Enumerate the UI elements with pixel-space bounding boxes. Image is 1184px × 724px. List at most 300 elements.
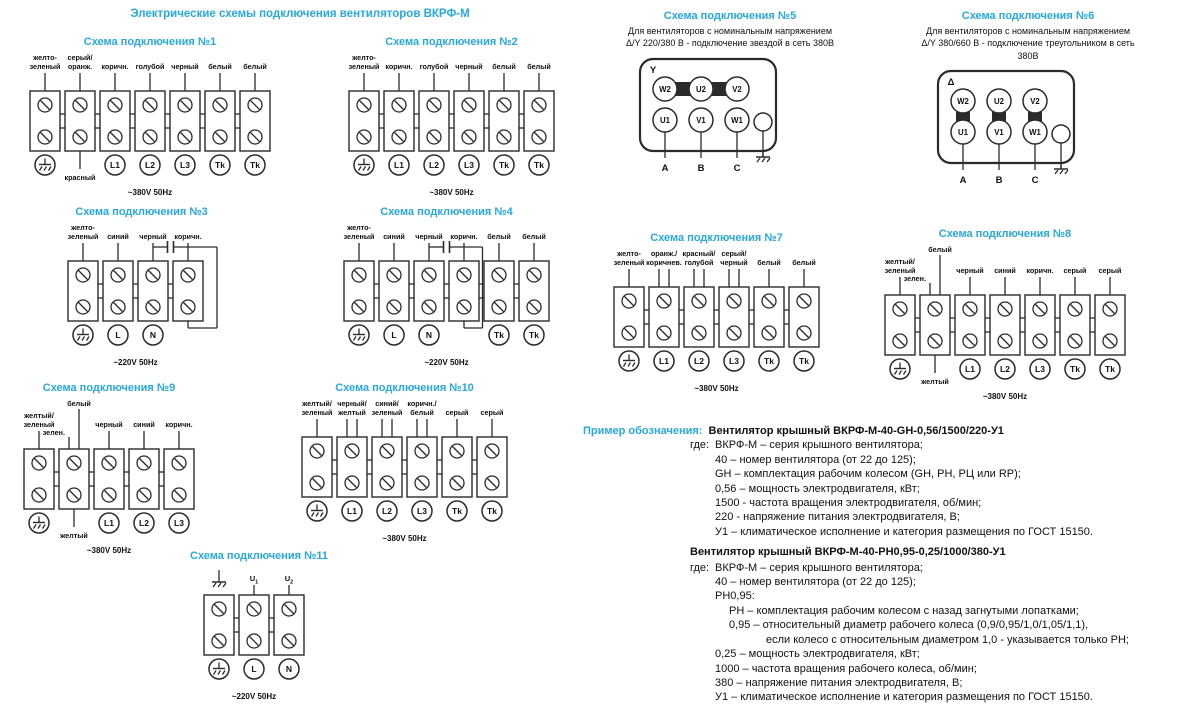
- terminal-block: [379, 232, 409, 345]
- svg-text:L2: L2: [694, 356, 704, 366]
- svg-text:Tk: Tk: [452, 506, 462, 516]
- svg-text:желто-: желто-: [347, 223, 371, 232]
- scheme-2-title: Схема подключения №2: [385, 36, 518, 48]
- screw-icon: [282, 602, 296, 616]
- screw-icon: [357, 130, 371, 144]
- screw-icon: [422, 268, 436, 282]
- scheme-4-title: Схема подключения №4: [380, 206, 513, 218]
- svg-text:~220V 50Hz: ~220V 50Hz: [424, 358, 469, 367]
- scheme-2-diagram: [335, 51, 568, 199]
- screw-icon: [172, 488, 186, 502]
- svg-text:C: C: [733, 162, 741, 174]
- scheme-9-diagram: [10, 397, 208, 557]
- screw-icon: [387, 300, 401, 314]
- scheme-11: [190, 550, 329, 703]
- page-title: Электрические схемы подключения вентиляторов ВКРФ-М: [130, 8, 470, 20]
- scheme-5: [595, 10, 865, 180]
- svg-text:белый: белый: [928, 245, 952, 254]
- svg-text:зеленый: зеленый: [301, 408, 333, 417]
- screw-icon: [762, 294, 776, 308]
- screw-icon: [1103, 334, 1117, 348]
- svg-text:L1: L1: [104, 518, 114, 528]
- svg-text:L1: L1: [965, 364, 975, 374]
- terminal-block: [205, 62, 235, 175]
- terminal-block: [65, 53, 96, 182]
- screw-icon: [248, 98, 262, 112]
- svg-text:N: N: [285, 664, 293, 674]
- svg-text:синий/: синий/: [375, 399, 399, 408]
- screw-icon: [427, 98, 441, 112]
- screw-icon: [392, 130, 406, 144]
- svg-text:серый/: серый/: [67, 53, 93, 62]
- screw-icon: [310, 476, 324, 490]
- svg-text:L1: L1: [110, 160, 120, 170]
- screw-icon: [727, 326, 741, 340]
- screw-icon: [137, 456, 151, 470]
- svg-text:коричн.: коричн.: [101, 62, 129, 71]
- svg-text:W1: W1: [1029, 128, 1041, 138]
- screw-icon: [345, 476, 359, 490]
- terminal-block: [164, 420, 194, 533]
- designation-line: РН – комплектация рабочим колесом с назад загнутыми лопатками;: [729, 604, 1079, 617]
- terminal-block: [419, 62, 449, 175]
- terminal-block: [349, 53, 380, 175]
- scheme-8-title: Схема подключения №8: [938, 228, 1072, 240]
- screw-icon: [1033, 302, 1047, 316]
- scheme-10-drawing: [288, 397, 521, 545]
- terminal-block: [94, 420, 124, 533]
- svg-text:Tk: Tk: [1105, 364, 1115, 374]
- svg-text:зеленый: зеленый: [613, 258, 645, 267]
- scheme-11-diagram: [190, 565, 318, 703]
- svg-text:коричн.: коричн.: [165, 420, 193, 429]
- screw-icon: [38, 130, 52, 144]
- terminal-block: [414, 232, 444, 345]
- earth-icon: [212, 570, 226, 587]
- svg-text:желто-: желто-: [33, 53, 57, 62]
- scheme-11-drawing: [190, 565, 318, 703]
- screw-icon: [143, 98, 157, 112]
- designation-line: У1 – климатическое исполнение и категория размещения по ГОСТ 15150.: [715, 525, 1093, 538]
- svg-text:L2: L2: [429, 160, 439, 170]
- svg-text:желтый: желтый: [921, 377, 949, 386]
- svg-text:желто-: желто-: [352, 53, 376, 62]
- terminal-block: [489, 62, 519, 175]
- svg-text:Tk: Tk: [250, 160, 260, 170]
- svg-text:желтый/: желтый/: [302, 399, 332, 408]
- terminal-block: [170, 62, 200, 175]
- earth-icon: [756, 151, 770, 162]
- terminal-block: [30, 53, 61, 175]
- designation-block-2: [583, 561, 1184, 705]
- screw-icon: [797, 326, 811, 340]
- svg-text:черный: черный: [455, 62, 483, 71]
- designation-label: Пример обозначения:: [583, 425, 703, 437]
- ground-terminal-icon: [349, 325, 369, 345]
- ground-terminal-icon: [890, 359, 910, 379]
- terminal-block: [990, 266, 1020, 379]
- screw-icon: [111, 300, 125, 314]
- designation-line: 380 – напряжение питания электродвигателя, В;: [715, 676, 963, 689]
- screw-icon: [485, 476, 499, 490]
- svg-text:L3: L3: [417, 506, 427, 516]
- scheme-11-title: Схема подключения №11: [190, 550, 329, 562]
- designation-head: [583, 424, 1184, 438]
- svg-text:зеленый: зеленый: [343, 232, 375, 241]
- terminal-block: [1025, 266, 1055, 379]
- svg-text:N: N: [149, 330, 157, 340]
- designation-line: 0,95 – относительный диаметр рабочего колеса (0,9/0,95/1,0/1,05/1,1),: [729, 619, 1089, 632]
- scheme-10-diagram: [288, 397, 521, 545]
- svg-text:L1: L1: [659, 356, 669, 366]
- svg-text:~380V 50Hz: ~380V 50Hz: [86, 546, 132, 555]
- terminal-block: [524, 62, 554, 175]
- terminal-block: [754, 258, 784, 371]
- screw-icon: [762, 326, 776, 340]
- svg-text:белый: белый: [243, 62, 267, 71]
- designation-line: У1 – климатическое исполнение и категория размещения по ГОСТ 15150.: [715, 691, 1093, 704]
- svg-text:Tk: Tk: [215, 160, 225, 170]
- screw-icon: [527, 300, 541, 314]
- screw-icon: [108, 98, 122, 112]
- scheme-2: [335, 36, 568, 199]
- scheme-2-drawing: [335, 51, 568, 199]
- svg-text:N: N: [425, 330, 433, 340]
- terminal-block: [646, 249, 682, 371]
- svg-text:Tk: Tk: [764, 356, 774, 366]
- svg-text:белый: белый: [522, 232, 546, 241]
- where-label: где:: [690, 561, 710, 574]
- terminal-block: [683, 249, 716, 371]
- svg-text:A: A: [661, 162, 669, 174]
- screw-icon: [111, 268, 125, 282]
- svg-text:~380V 50Hz: ~380V 50Hz: [127, 188, 173, 197]
- screw-icon: [146, 300, 160, 314]
- screw-icon: [928, 302, 942, 316]
- svg-text:L3: L3: [464, 160, 474, 170]
- svg-text:B: B: [995, 175, 1003, 187]
- terminal-block: [477, 408, 507, 521]
- designation-line: 0,56 – мощность электродвигателя, кВт;: [715, 482, 920, 495]
- screw-icon: [387, 268, 401, 282]
- terminal-block: [129, 420, 159, 533]
- screw-icon: [928, 334, 942, 348]
- scheme-6-title: Схема подключения №6: [961, 10, 1095, 22]
- svg-text:белый: белый: [410, 408, 434, 417]
- svg-text:серый/: серый/: [721, 249, 747, 258]
- svg-text:L1: L1: [394, 160, 404, 170]
- screw-icon: [532, 98, 546, 112]
- ground-terminal-icon: [619, 351, 639, 371]
- screw-icon: [213, 130, 227, 144]
- scheme-4-drawing: [330, 221, 563, 369]
- screw-icon: [181, 268, 195, 282]
- designation-line: если колесо с относительным диаметром 1,0 - указывается только РН;: [766, 633, 1129, 646]
- scheme-7: [600, 232, 833, 395]
- screw-icon: [1033, 334, 1047, 348]
- designation-line: 1000 – частота вращения рабочего колеса, об/мин;: [715, 662, 977, 675]
- svg-text:L3: L3: [174, 518, 184, 528]
- scheme-6-diagram: [893, 68, 1163, 192]
- screw-icon: [450, 444, 464, 458]
- terminal-block: [337, 399, 367, 521]
- svg-text:U1: $U_1$: [249, 574, 259, 586]
- svg-text:L: L: [251, 664, 257, 674]
- scheme-3-drawing: [54, 221, 229, 369]
- svg-text:Tk: Tk: [499, 160, 509, 170]
- screw-icon: [457, 268, 471, 282]
- scheme-5-title: Схема подключения №5: [663, 10, 797, 22]
- svg-text:C: C: [1031, 175, 1039, 187]
- svg-text:желтый/: желтый/: [885, 257, 915, 266]
- svg-text:U2: $U_2$: [284, 574, 294, 586]
- terminal-block: [442, 408, 472, 521]
- svg-text:синий: синий: [133, 420, 155, 429]
- svg-text:~380V 50Hz: ~380V 50Hz: [982, 392, 1028, 401]
- svg-text:L2: L2: [382, 506, 392, 516]
- screw-icon: [213, 98, 227, 112]
- ground-terminal-icon: [354, 155, 374, 175]
- screw-icon: [247, 634, 261, 648]
- terminal-block: [372, 399, 403, 521]
- terminal-block: [204, 570, 234, 679]
- svg-text:черный: черный: [415, 232, 443, 241]
- svg-text:зеленый: зеленый: [348, 62, 380, 71]
- screw-icon: [1068, 302, 1082, 316]
- screw-icon: [178, 130, 192, 144]
- screw-icon: [357, 98, 371, 112]
- svg-text:U1: U1: [660, 115, 670, 125]
- screw-icon: [1068, 334, 1082, 348]
- scheme-5-drawing: [595, 56, 865, 180]
- svg-text:черный: черный: [956, 266, 984, 275]
- svg-text:Tk: Tk: [529, 330, 539, 340]
- screw-icon: [457, 300, 471, 314]
- terminal-block: [240, 62, 270, 175]
- earth-icon: [1054, 163, 1068, 174]
- svg-text:~220V 50Hz: ~220V 50Hz: [231, 692, 277, 701]
- screw-icon: [893, 334, 907, 348]
- svg-text:коричн.: коричн.: [450, 232, 478, 241]
- ground-terminal-icon: [29, 513, 49, 533]
- svg-text:черный/: черный/: [337, 399, 367, 408]
- svg-text:коричн.: коричн.: [385, 62, 413, 71]
- scheme-9-drawing: [10, 397, 208, 557]
- screw-icon: [212, 602, 226, 616]
- svg-text:V2: V2: [732, 84, 742, 94]
- terminal-block: [719, 249, 749, 371]
- screw-icon: [67, 488, 81, 502]
- screw-icon: [76, 268, 90, 282]
- terminal-block: [614, 249, 645, 371]
- screw-icon: [497, 130, 511, 144]
- svg-text:черный: черный: [171, 62, 199, 71]
- screw-icon: [492, 300, 506, 314]
- svg-text:желтый: желтый: [60, 531, 88, 540]
- scheme-8: [871, 228, 1139, 403]
- svg-text:Y: Y: [649, 64, 657, 76]
- svg-text:W2: W2: [957, 97, 969, 107]
- scheme-1-drawing: [16, 51, 284, 199]
- svg-text:желтый/: желтый/: [24, 411, 54, 420]
- svg-text:U1: U1: [958, 128, 968, 138]
- svg-text:зелен.: зелен.: [42, 428, 65, 437]
- screw-icon: [212, 634, 226, 648]
- scheme-7-drawing: [600, 247, 833, 395]
- svg-text:зеленый: зеленый: [371, 408, 403, 417]
- terminal-block: [449, 232, 479, 321]
- svg-text:коричнев.: коричнев.: [646, 258, 682, 267]
- svg-text:U2: U2: [696, 84, 706, 94]
- screw-icon: [527, 268, 541, 282]
- scheme-4-diagram: [330, 221, 563, 369]
- svg-text:Tk: Tk: [534, 160, 544, 170]
- screw-icon: [32, 456, 46, 470]
- terminal-block: [407, 399, 437, 521]
- ground-terminal-icon: [35, 155, 55, 175]
- svg-text:L2: L2: [139, 518, 149, 528]
- screw-icon: [492, 268, 506, 282]
- svg-text:L3: L3: [729, 356, 739, 366]
- terminal-block: [344, 223, 375, 345]
- scheme-5-diagram: [595, 56, 865, 180]
- svg-text:коричн./: коричн./: [407, 399, 437, 408]
- svg-text:зеленый: зеленый: [29, 62, 61, 71]
- terminal-block: [955, 266, 985, 379]
- scheme-6-drawing: [893, 68, 1163, 192]
- svg-text:желто-: желто-: [71, 223, 95, 232]
- screw-icon: [310, 444, 324, 458]
- screw-icon: [622, 326, 636, 340]
- screw-icon: [450, 476, 464, 490]
- svg-text:~380V 50Hz: ~380V 50Hz: [694, 384, 739, 393]
- screw-icon: [108, 130, 122, 144]
- svg-text:зеленый: зеленый: [67, 232, 99, 241]
- screw-icon: [462, 98, 476, 112]
- svg-text:L2: L2: [145, 160, 155, 170]
- terminal-block: [454, 62, 484, 175]
- screw-icon: [622, 294, 636, 308]
- scheme-9-title: Схема подключения №9: [42, 382, 176, 394]
- svg-text:Tk: Tk: [494, 330, 504, 340]
- svg-text:коричн.: коричн.: [174, 232, 202, 241]
- terminal-block: [100, 62, 130, 175]
- svg-text:Tk: Tk: [799, 356, 809, 366]
- motor-terminal-ground: [754, 113, 772, 131]
- scheme-3: [54, 206, 229, 369]
- designation-line: GH – комплектация рабочим колесом (GH, РН, РЦ или RP);: [715, 468, 1021, 481]
- screw-icon: [137, 488, 151, 502]
- designation-line: 0,25 – мощность электродвигателя, кВт;: [715, 648, 920, 661]
- svg-text:~380V 50Hz: ~380V 50Hz: [382, 534, 427, 543]
- designation-line: 1500 - частота вращения электродвигателя, об/мин;: [715, 497, 982, 510]
- screw-icon: [32, 488, 46, 502]
- svg-text:Tk: Tk: [1070, 364, 1080, 374]
- designation-section: [583, 424, 1184, 705]
- scheme-6-note: Для вентиляторов с номинальным напряжением Δ/Y 380/660 В - подключение треугольником в сеть 380В: [921, 26, 1135, 61]
- scheme-1-title: Схема подключения №1: [83, 36, 217, 48]
- screw-icon: [692, 326, 706, 340]
- screw-icon: [248, 130, 262, 144]
- svg-text:L3: L3: [1035, 364, 1045, 374]
- scheme-9: [10, 382, 208, 557]
- svg-text:B: B: [697, 162, 705, 174]
- svg-text:серый: серый: [445, 408, 469, 417]
- svg-text:синий: синий: [107, 232, 129, 241]
- screw-icon: [172, 456, 186, 470]
- screw-icon: [893, 302, 907, 316]
- ground-terminal-icon: [307, 501, 327, 521]
- svg-text:A: A: [959, 175, 967, 187]
- svg-text:черный: черный: [139, 232, 167, 241]
- screw-icon: [797, 294, 811, 308]
- svg-text:V1: V1: [994, 128, 1004, 138]
- terminal-block: [789, 258, 819, 371]
- svg-text:V2: V2: [1030, 97, 1040, 107]
- svg-text:коричн.: коричн.: [1026, 266, 1054, 275]
- screw-icon: [692, 294, 706, 308]
- screw-icon: [380, 444, 394, 458]
- svg-text:V1: V1: [696, 115, 706, 125]
- svg-text:серый: серый: [1063, 266, 1087, 275]
- designation-line: 220 - напряжение питания электродвигателя, В;: [715, 511, 960, 524]
- scheme-5-note: Для вентиляторов с номинальным напряжением Δ/Y 220/380 В - подключение звездой в сеть 380В: [625, 26, 834, 49]
- screw-icon: [427, 130, 441, 144]
- screw-icon: [67, 456, 81, 470]
- designation-line: 40 – номер вентилятора (от 22 до 125);: [715, 576, 916, 589]
- designation-lines-1: [715, 438, 1184, 539]
- screw-icon: [102, 488, 116, 502]
- terminal-block: [519, 232, 549, 345]
- svg-text:L: L: [391, 330, 397, 340]
- screw-icon: [727, 294, 741, 308]
- svg-text:желто-: желто-: [617, 249, 641, 258]
- screw-icon: [998, 334, 1012, 348]
- ground-terminal-icon: [73, 325, 93, 345]
- svg-text:L1: L1: [347, 506, 357, 516]
- screw-icon: [1103, 302, 1117, 316]
- svg-text:голубой: голубой: [419, 62, 449, 71]
- screw-icon: [73, 98, 87, 112]
- scheme-8-drawing: [871, 243, 1139, 403]
- svg-text:зеленый: зеленый: [884, 266, 916, 275]
- terminal-block: [103, 232, 133, 345]
- svg-text:белый: белый: [527, 62, 551, 71]
- scheme-4: [330, 206, 563, 369]
- screw-icon: [462, 130, 476, 144]
- terminal-box: [640, 59, 776, 151]
- scheme-8-diagram: [871, 243, 1139, 403]
- svg-text:голубой: голубой: [684, 258, 714, 267]
- screw-icon: [422, 300, 436, 314]
- scheme-3-title: Схема подключения №3: [75, 206, 208, 218]
- terminal-block: [1060, 266, 1090, 379]
- designation-title-2: Вентилятор крышный ВКРФ-М-40-РН0,95-0,25/1000/380-У1: [690, 546, 1006, 559]
- terminal-block: [1095, 266, 1125, 379]
- svg-text:желтый: желтый: [338, 408, 366, 417]
- terminal-block: [301, 399, 332, 521]
- screw-icon: [963, 334, 977, 348]
- svg-text:зеленый: зеленый: [23, 420, 55, 429]
- screw-icon: [352, 268, 366, 282]
- svg-text:Δ: Δ: [947, 77, 955, 89]
- screw-icon: [38, 98, 52, 112]
- screw-icon: [532, 130, 546, 144]
- screw-icon: [415, 444, 429, 458]
- scheme-3-diagram: [54, 221, 229, 369]
- svg-text:белый: белый: [757, 258, 781, 267]
- terminal-block: [68, 223, 99, 345]
